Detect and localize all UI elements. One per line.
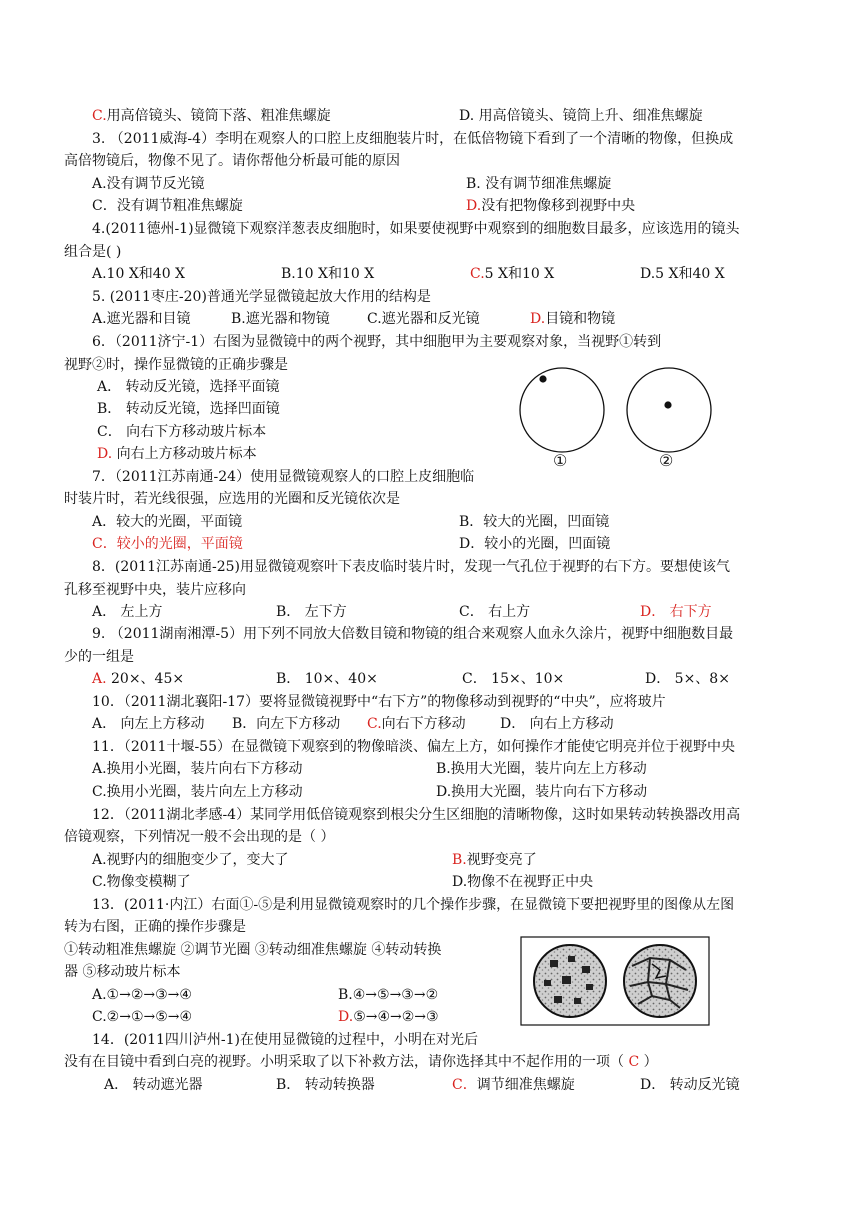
q7-stem-line1: 7．（2011江苏南通-24）使用显微镜观察人的口腔上皮细胞临 [92,469,475,485]
q14-option-d: D． 转动反光镜 [640,1077,740,1093]
q9-stem-line2: 少的一组是 [64,649,134,665]
q13-left-cell [562,976,571,984]
q3-option-d-text: 没有把物像移到视野中央 [481,198,636,214]
q13-option-d-text: ⑤→④→②→③ [353,1009,439,1025]
q2-option-c-letter: C. [92,108,107,124]
q6-option-d-text: 向右上方移动玻片标本 [112,446,257,462]
q7-stem-line2: 时装片时，若光线很强，应选用的光圈和反光镜依次是 [64,491,400,507]
q13-option-c: C.②→①→⑤→④ [92,1009,193,1025]
q7-option-d: D．较小的光圈，凹面镜 [459,536,611,552]
q13-left-cell [582,966,590,973]
q13-option-d [338,1008,439,1026]
q14-answer: C [624,1054,644,1070]
field-1-cell-dot [539,375,546,382]
q14-stem-line1: 14．(2011四川泸州-1)在使用显微镜的过程中，小明在对光后 [92,1032,479,1048]
q12-option-d: D.物像不在视野正中央 [452,874,594,890]
q14-stem-line2 [64,1053,658,1071]
q13-left-view [534,945,606,1017]
q13-left-cell [544,980,551,986]
q3-stem-line1: 3. （2011威海-4）李明在观察人的口腔上皮细胞装片时，在低倍物镜下看到了一个清晰的物像，但换成 [92,131,734,147]
q3-option-d-letter: D. [466,198,482,214]
q6-stem-line1: 6．（2011济宁-1）右图为显微镜中的两个视野，其中细胞甲为主要观察对象，当视野①转到 [92,334,662,350]
q3-option-b: B. 没有调节细准焦螺旋 [466,176,612,192]
q3-stem-line2: 高倍物镜后，物像不见了。请你帮他分析最可能的原因 [64,153,400,169]
q12-stem-line1: 12．（2011湖北孝感-4）某同学用低倍镜观察到根尖分生区细胞的清晰物像，这时如果转动转换器改用高 [92,807,741,823]
q4-stem-line2: 组合是( ) [64,244,122,260]
q13-left-cell [554,996,562,1003]
q13-stem-line1: 13．(2011·内江）右面①-⑤是利用显微镜观察时的几个操作步骤，在显微镜下要把视野里的图像从左图 [92,897,735,913]
q10-option-c-text: 向右下方移动 [381,716,466,732]
q9-option-a-letter: A. [92,671,107,687]
q14-option-a: A． 转动遮光器 [104,1077,203,1093]
q13-option-a: A.①→②→③→④ [92,987,192,1003]
q2-option-c-text: 用高倍镜头、镜筒下落、粗准焦螺旋 [106,108,331,124]
q13-right-view [624,945,696,1017]
q8-option-c: C． 右上方 [459,604,531,620]
q11-option-a: A.换用小光圈，装片向右下方移动 [92,761,303,777]
field-2-circle [627,368,711,452]
q5-option-c: C.遮光器和反光镜 [367,311,480,327]
q9-option-a [92,670,184,688]
q7-option-a: A．较大的光圈，平面镜 [92,514,243,530]
q2-option-d: D. 用高倍镜头、镜筒上升、细准焦螺旋 [459,108,703,124]
q3-option-a: A.没有调节反光镜 [92,176,205,192]
q6-microscope-fields-figure [515,362,715,474]
q8-stem-line1: 8．(2011江苏南通-25)用显微镜观察叶下表皮临时装片时，发现一气孔位于视野的右下方。要想使该气 [92,559,731,575]
q14-option-c-letter: C． [452,1077,477,1093]
field-1-circle [520,368,604,452]
q11-option-d: D.换用大光圈，装片向右下方移动 [436,784,648,800]
q10-stem: 10．（2011湖北襄阳-17）要将显微镜视野中“右下方”的物像移动到视野的“中央”，应将玻片 [92,694,666,710]
q9-option-a-text: 20×、45× [106,671,185,687]
q6-stem-line2: 视野②时，操作显微镜的正确步骤是 [64,357,288,373]
q13-left-cell [586,984,593,990]
q12-option-b-letter: B. [452,852,467,868]
q9-option-d: D． 5×、8× [645,671,730,687]
q12-option-c: C.物像变模糊了 [92,874,191,890]
q14-option-b: B． 转动转换器 [276,1077,375,1093]
q9-option-b: B． 10×、40× [276,671,378,687]
q4-stem-line1: 4.(2011德州-1)显微镜下观察洋葱表皮细胞时，如果要使视野中观察到的细胞数目最多，应该选用的镜头 [92,221,740,237]
q10-option-d: D． 向右上方移动 [500,716,614,732]
q5-stem: 5. (2011枣庄-20)普通光学显微镜起放大作用的结构是 [92,289,431,305]
q4-option-d: D.5 X和40 X [640,266,725,282]
q6-option-a: A． 转动反光镜，选择平面镜 [97,379,280,395]
q5-option-d [530,310,615,328]
q4-option-b: B.10 X和10 X [281,266,375,282]
q5-option-d-text: 目镜和物镜 [545,311,616,327]
q12-option-b-text: 视野变亮了 [466,852,537,868]
q6-option-c: C． 向右下方移动玻片标本 [97,424,267,440]
q13-steps-line2: 器 ⑤移动玻片标本 [64,964,181,980]
q5-option-a: A.遮光器和目镜 [92,311,191,327]
q13-right-view-circle [624,945,696,1017]
q2-option-c [92,107,331,125]
q6-figure-label-1: ① [553,451,568,470]
q6-option-d-letter: D. [97,446,113,462]
q10-option-c-letter: C. [367,716,382,732]
q13-steps-line1: ①转动粗准焦螺旋 ②调节光圈 ③转动细准焦螺旋 ④转动转换 [64,942,442,958]
q6-option-b: B． 转动反光镜，选择凹面镜 [97,401,280,417]
q14-stem-line2-text: 没有在目镜中看到白亮的视野。小明采取了以下补救方法，请你选择其中不起作用的一项（ [64,1054,624,1070]
q6-option-d [97,445,257,463]
q13-option-b: B.④→⑤→③→② [338,987,439,1003]
q14-option-c-text: 调节细准焦螺旋 [476,1077,575,1093]
field-2-cell-dot [664,401,671,408]
q13-left-cell [568,956,575,962]
q6-figure-label-2: ② [659,451,674,470]
q4-option-c-text: 5 X和10 X [484,266,555,282]
q12-option-a: A.视野内的细胞变少了，变大了 [92,852,289,868]
q9-stem-line1: 9. （2011湖南湘潭-5）用下列不同放大倍数目镜和物镜的组合来观察人血永久涂片，视野中细胞数目最 [92,626,734,642]
q14-option-c [452,1076,575,1094]
q13-option-d-letter: D. [338,1009,354,1025]
q11-option-b: B.换用大光圈，装片向左上方移动 [436,761,647,777]
q8-option-b: B． 左下方 [276,604,347,620]
q10-option-c [367,715,466,733]
q12-option-b [452,851,537,869]
q3-option-d [466,197,635,215]
q7-option-b: B．较大的光圈，凹面镜 [459,514,610,530]
q8-option-d: D． 右下方 [640,604,712,620]
q9-option-c: C． 15×、10× [462,671,565,687]
q13-stem-line2: 转为右图，正确的操作步骤是 [64,919,246,935]
q12-stem-line2: 倍镜观察，下列情况一般不会出现的是（ ） [64,829,335,845]
q5-option-b: B.遮光器和物镜 [231,311,330,327]
q5-option-d-letter: D. [530,311,546,327]
q4-option-c [470,265,554,283]
q4-option-a: A.10 X和40 X [92,266,186,282]
q7-option-c: C．较小的光圈，平面镜 [92,536,243,552]
q8-stem-line2: 孔移至视野中央，装片应移向 [64,582,246,598]
q4-option-c-letter: C. [470,266,485,282]
q8-option-a: A． 左上方 [92,604,163,620]
q11-option-c: C.换用小光圈，装片向左上方移动 [92,784,303,800]
q10-option-b: B．向左下方移动 [232,716,341,732]
q13-left-cell [550,960,558,967]
q3-option-c: C．没有调节粗准焦螺旋 [92,198,243,214]
q13-left-cell [574,998,581,1004]
q14-stem-line2-close: ） [643,1054,658,1070]
q10-option-a: A． 向左上方移动 [92,716,205,732]
q13-microscope-images-figure [520,936,710,1026]
q11-stem: 11．（2011十堰-55）在显微镜下观察到的物像暗淡、偏左上方，如何操作才能使它明亮并位于视野中央 [92,739,735,755]
